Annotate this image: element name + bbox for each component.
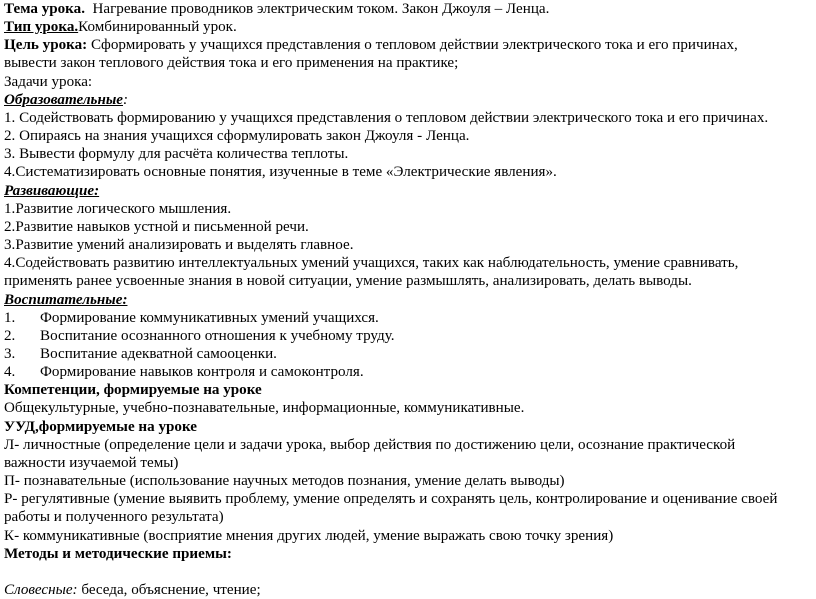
upbringing-item — [4, 309, 812, 327]
developing-item: 2.Развитие навыков устной и письменной речи. — [4, 218, 309, 235]
developing-item-4-line-2: применять ранее усвоенные знания в новой ситуации, умение размышлять, анализировать, делать выводы. — [4, 273, 692, 290]
type-value: Комбинированный урок. — [78, 19, 237, 36]
goal-line-1 — [4, 36, 812, 54]
educational-item: 4.Систематизировать основные понятия, изученные в теме «Электрические явления». — [4, 164, 557, 181]
competencies-value: Общекультурные, учебно-познавательные, информационные, коммуникативные. — [4, 400, 525, 417]
upbringing-item — [4, 363, 812, 381]
methods-title: Методы и методические приемы: — [4, 545, 232, 562]
upbringing-title: Воспитательные: — [4, 291, 128, 308]
upbringing-item-text: Воспитание осознанного отношения к учебному труду. — [40, 327, 395, 344]
upbringing-item-text: Формирование коммуникативных умений учащихся. — [40, 309, 379, 326]
upbringing-item-text: Формирование навыков контроля и самоконтроля. — [40, 364, 364, 381]
upbringing-item-number: 3. — [4, 345, 16, 362]
methods-verbal-line — [4, 581, 812, 599]
educational-heading — [4, 91, 812, 109]
educational-colon: : — [123, 91, 129, 108]
upbringing-item — [4, 345, 812, 363]
educational-item: 1. Содействовать формированию у учащихся представления о тепловом действии электрического тока и его причинах. — [4, 109, 769, 126]
topic-value: Нагревание проводников электрическим током. Закон Джоуля – Ленца. — [92, 1, 550, 17]
developing-title: Развивающие: — [4, 182, 100, 199]
type-label: Тип урока. — [4, 19, 79, 36]
upbringing-item-number: 2. — [4, 327, 16, 344]
upbringing-item — [4, 327, 812, 345]
upbringing-item-number: 1. — [4, 309, 16, 326]
goal-label: Цель урока: — [4, 37, 88, 54]
developing-item: 1.Развитие логического мышления. — [4, 200, 232, 217]
blank-line — [4, 563, 812, 581]
uud-personal-line-2: важности изучаемой темы) — [4, 454, 179, 471]
goal-text-1: Сформировать у учащихся представления о тепловом действии электрического тока и его причинах, — [90, 37, 738, 54]
goal-text-2: вывести закон теплового действия тока и его применения на практике; — [4, 55, 459, 72]
developing-item-4-line-1: 4.Содействовать развитию интеллектуальных умений учащихся, таких как наблюдательность, умение сравнивать, — [4, 255, 739, 272]
educational-title: Образовательные — [4, 91, 124, 108]
uud-title: УУД,формируемые на уроке — [4, 418, 197, 435]
uud-communicative: К- коммуникативные (восприятие мнения других людей, умение выражать свою точку зрения) — [4, 527, 614, 544]
uud-regulatory-line-1: Р- регулятивные (умение выявить проблему, умение определять и сохранять цель, контролирование и оценивание своей — [4, 491, 778, 508]
educational-item: 3. Вывести формулу для расчёта количества теплоты. — [4, 146, 349, 163]
competencies-title: Компетенции, формируемые на уроке — [4, 382, 262, 399]
uud-cognitive: П- познавательные (использование научных методов познания, умение делать выводы) — [4, 473, 565, 490]
educational-item: 2. Опираясь на знания учащихся сформулировать закон Джоуля - Ленца. — [4, 128, 470, 145]
methods-verbal-label: Словесные: — [4, 581, 78, 598]
topic-line — [4, 0, 812, 18]
uud-regulatory-line-2: работы и полученного результата) — [4, 509, 224, 526]
upbringing-item-number: 4. — [4, 364, 16, 381]
type-line — [4, 18, 812, 36]
developing-item: 3.Развитие умений анализировать и выделять главное. — [4, 237, 354, 254]
topic-label: Тема урока. — [4, 1, 85, 17]
uud-personal-line-1: Л- личностные (определение цели и задачи урока, выбор действия по достижению цели, осознание практической — [4, 436, 736, 453]
methods-verbal-value: беседа, объяснение, чтение; — [81, 581, 261, 598]
tasks-title: Задачи урока: — [4, 73, 93, 90]
upbringing-item-text: Воспитание адекватной самооценки. — [40, 345, 277, 362]
